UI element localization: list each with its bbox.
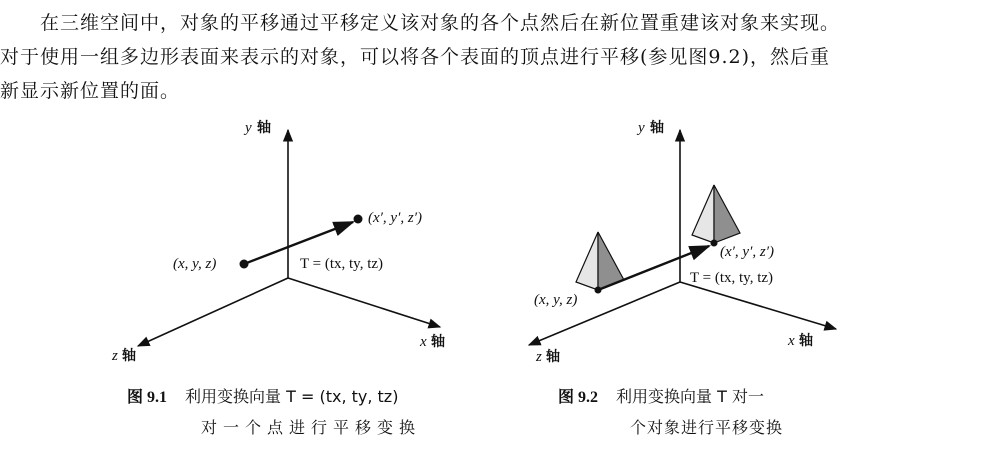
- fig1-end-label: (x′, y′, z′): [368, 210, 422, 226]
- fig1-vector-label: T = (tx, ty, tz): [300, 256, 384, 272]
- fig2-z-axis-label: z: [536, 349, 542, 365]
- fig2-caption-number: 图 9.2: [558, 389, 599, 406]
- fig2-start-label: (x, y, z): [534, 292, 578, 308]
- fig1-caption-line2: 对一个点进行平移变换: [201, 418, 422, 437]
- fig1-start-point: [240, 260, 249, 269]
- fig1-x-axis-cn: 轴: [431, 334, 445, 350]
- fig2-translated-pyramid: [692, 185, 740, 243]
- fig2-z-axis-cn: 轴: [546, 349, 560, 365]
- fig2-start-point: [595, 287, 602, 294]
- fig1-start-label: (x, y, z): [173, 256, 217, 272]
- fig2-caption-line2: 个对象进行平移变换: [630, 418, 784, 437]
- fig2-end-label: (x′, y′, z′): [720, 244, 774, 260]
- fig1-y-axis-label: y: [245, 120, 252, 136]
- fig1-caption: [127, 382, 421, 443]
- fig1-caption-number: 图 9.1: [127, 389, 168, 406]
- fig1-z-axis: [138, 278, 288, 346]
- fig1-z-axis-cn: 轴: [122, 348, 136, 364]
- fig2-caption-line1: 利用变换向量 T 对一: [616, 387, 764, 406]
- fig1-x-axis: [288, 278, 440, 327]
- fig2-y-axis-label: y: [638, 120, 645, 136]
- fig2-x-axis: [680, 282, 836, 329]
- fig2-vector-label: T = (tx, ty, tz): [690, 270, 774, 286]
- figure-9-2: [529, 120, 836, 365]
- fig1-x-axis-label: x: [420, 334, 427, 350]
- fig1-z-axis-label: z: [112, 348, 118, 364]
- fig1-caption-line1: 利用变换向量 T = (tx, ty, tz): [185, 387, 399, 406]
- paragraph-line-1: 在三维空间中，对象的平移通过平移定义该对象的各个点然后在新位置重建该对象来实现。: [40, 12, 841, 34]
- paragraph-line-3: 新显示新位置的面。: [0, 80, 181, 102]
- fig2-end-point: [711, 240, 718, 247]
- fig1-y-axis-cn: 轴: [257, 120, 271, 136]
- fig2-caption: [558, 382, 783, 443]
- fig2-x-axis-cn: 轴: [799, 333, 813, 349]
- fig1-end-point: [354, 215, 363, 224]
- fig2-y-axis-cn: 轴: [650, 120, 664, 136]
- figure-9-1: [111, 120, 445, 364]
- paragraph-line-2: 对于使用一组多边形表面来表示的对象，可以将各个表面的顶点进行平移(参见图9.2)，然后重: [0, 46, 831, 68]
- fig2-x-axis-label: x: [788, 333, 795, 349]
